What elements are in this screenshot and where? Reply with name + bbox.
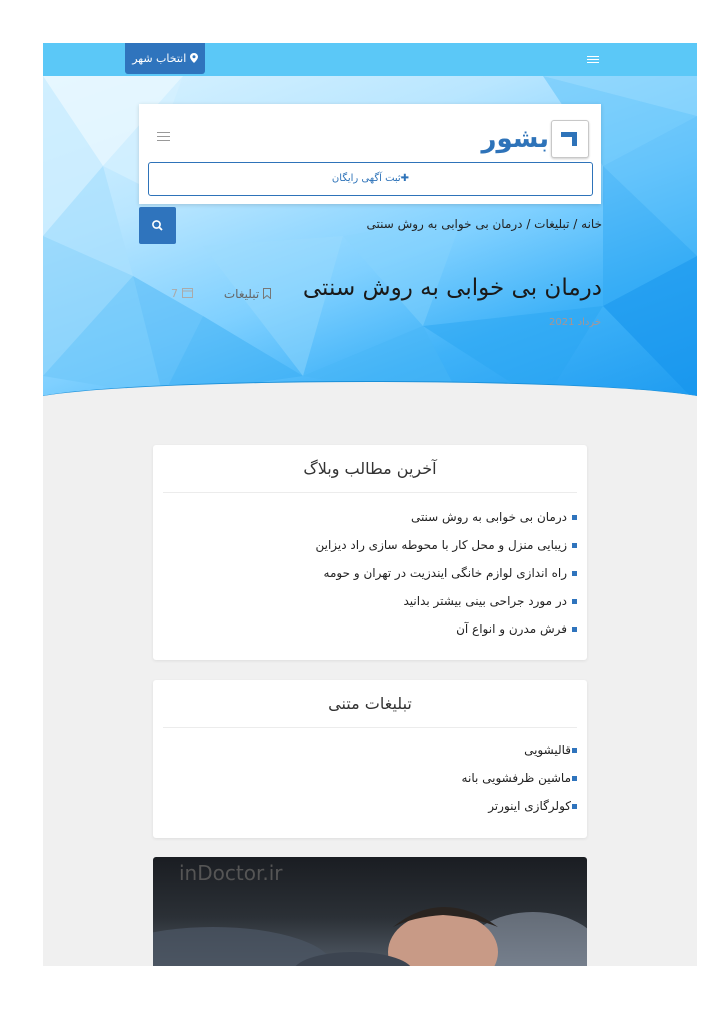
bookmark-icon xyxy=(259,287,271,301)
bullet-icon xyxy=(572,804,577,809)
latest-posts-list xyxy=(315,505,577,645)
bullet-icon xyxy=(572,599,577,604)
post-date: خرداد 2021 xyxy=(548,317,601,328)
latest-post-link[interactable]: فرش مدرن و انواع آن xyxy=(456,622,567,636)
breadcrumb[interactable]: خانه / تبلیغات / درمان بی خوابی به روش سنتی xyxy=(366,217,602,231)
bullet-icon xyxy=(572,776,577,781)
post-meta xyxy=(171,286,271,302)
search-button[interactable] xyxy=(139,207,176,244)
text-ad-link[interactable]: قالیشویی xyxy=(524,743,571,757)
logo-text[interactable]: بشور xyxy=(481,124,549,154)
post-title: درمان بی خوابی به روش سنتی xyxy=(302,275,602,301)
calendar-icon xyxy=(178,287,193,300)
add-free-ad-button[interactable]: ✚ثبت آگهی رایگان xyxy=(148,162,593,196)
post-count xyxy=(171,287,193,300)
bullet-icon xyxy=(572,515,577,520)
list-item[interactable] xyxy=(315,617,577,645)
list-item[interactable] xyxy=(462,766,577,794)
divider xyxy=(163,492,577,493)
list-item[interactable] xyxy=(315,561,577,589)
bullet-icon xyxy=(572,627,577,632)
hamburger-icon[interactable] xyxy=(587,54,599,66)
text-ads-list xyxy=(462,738,577,822)
list-item[interactable] xyxy=(315,589,577,617)
hamburger-icon[interactable] xyxy=(157,129,170,144)
page-frame xyxy=(43,43,697,966)
post-category[interactable] xyxy=(224,287,271,301)
latest-post-link[interactable]: درمان بی خوابی به روش سنتی xyxy=(410,510,567,524)
list-item[interactable] xyxy=(315,533,577,561)
divider xyxy=(163,727,577,728)
list-item[interactable] xyxy=(462,794,577,822)
latest-posts-title: آخرین مطالب وبلاگ xyxy=(303,459,437,478)
latest-post-link[interactable]: در مورد جراحی بینی بیشتر بدانید xyxy=(403,594,567,608)
text-ad-link[interactable]: ماشین ظرفشویی بانه xyxy=(461,771,571,785)
city-select-label: انتخاب شهر xyxy=(132,52,187,65)
search-icon xyxy=(139,229,176,248)
bullet-icon xyxy=(572,748,577,753)
text-ad-link[interactable]: کولرگازی اینورتر xyxy=(488,799,571,813)
latest-posts-widget xyxy=(153,445,587,660)
site-header xyxy=(139,104,601,204)
logo-mark[interactable] xyxy=(551,120,589,158)
bullet-icon xyxy=(572,571,577,576)
post-category-label: تبلیغات xyxy=(223,287,260,301)
post-count-value: 7 xyxy=(171,287,178,300)
list-item[interactable] xyxy=(315,505,577,533)
list-item[interactable] xyxy=(462,738,577,766)
latest-post-link[interactable]: زیبایی منزل و محل کار با محوطه سازی راد دیزاین xyxy=(315,538,567,552)
map-marker-icon xyxy=(186,52,198,65)
latest-post-link[interactable]: راه اندازی لوازم خانگی ایندزیت در تهران و حومه xyxy=(323,566,567,580)
city-select-button[interactable] xyxy=(125,43,205,74)
hero-section xyxy=(43,76,697,403)
image-watermark: inDoctor.ir xyxy=(179,861,283,885)
bullet-icon xyxy=(572,543,577,548)
text-ads-title: تبلیغات متنی xyxy=(328,694,412,713)
post-image xyxy=(153,857,587,966)
text-ads-widget xyxy=(153,680,587,838)
top-bar xyxy=(43,43,697,76)
